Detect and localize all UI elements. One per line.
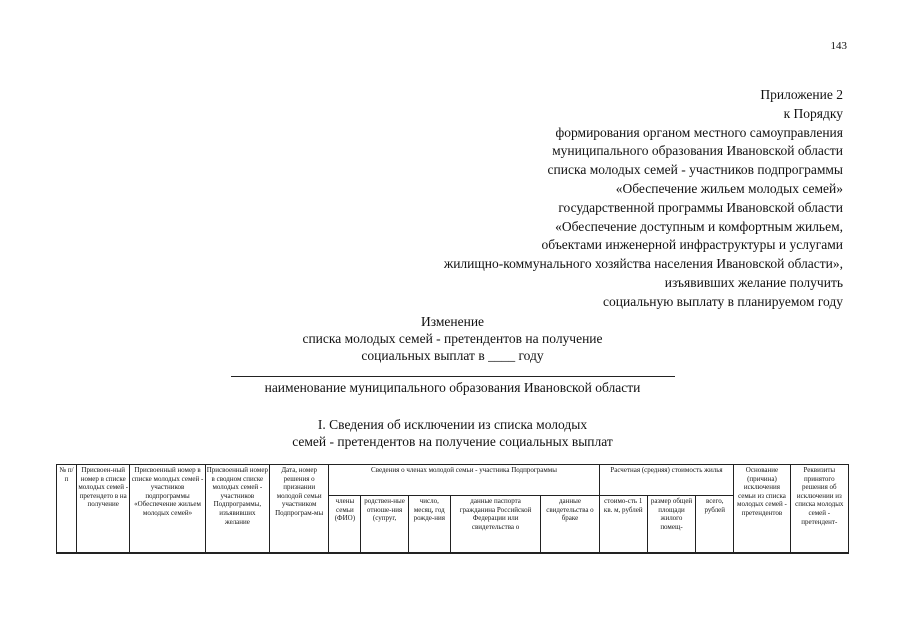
section-title-line: I. Сведения об исключении из списка молодых: [317, 417, 588, 432]
exclusion-table: [56, 464, 849, 553]
appendix-line: государственной программы Ивановской области: [558, 199, 843, 215]
document-heading: [0, 313, 905, 364]
appendix-line: «Обеспечение жильем молодых семей»: [615, 180, 843, 196]
col-header-exclusion-details: Реквизиты принятого решения об исключении из списка молодых семей - претендент-: [790, 465, 848, 553]
group-header-family-info: Сведения о членах молодой семьи - участника Подпрограммы: [329, 465, 599, 496]
col-header-number: № п/п: [57, 465, 77, 553]
subheader-total: всего, рублей: [696, 496, 734, 553]
subheader-birth-date: число, месяц, год рожде-ния: [408, 496, 450, 553]
municipality-caption: наименование муниципального образования Ивановской области: [264, 380, 641, 395]
heading-line: Изменение: [420, 314, 485, 329]
heading-line: социальных выплат в ____ году: [361, 348, 544, 363]
table-bottom-rule: [56, 553, 849, 554]
group-header-housing-cost: Расчетная (средняя) стоимость жилья: [599, 465, 734, 496]
col-header-consolidated-number: Присвоенный номер в сводном списке молодых семей - участников Подпрограммы, изъявивших желание: [205, 465, 269, 553]
appendix-line: списка молодых семей - участников подпрограммы: [547, 162, 843, 178]
page-number: 143: [830, 40, 847, 52]
appendix-line: социальную выплату в планируемом году: [603, 293, 843, 309]
subheader-area: размер общей площади жилого помещ-: [647, 496, 695, 553]
subheader-passport: данные паспорта гражданина Российской Федерации или свидетельства о: [450, 496, 540, 553]
appendix-header: [444, 86, 843, 312]
col-header-decision-date: Дата, номер решения о признании молодой семьи участником Подпрограм-мы: [270, 465, 329, 553]
appendix-line: Приложение 2: [760, 87, 843, 102]
subheader-marriage-certificate: данные свидетельства о браке: [541, 496, 599, 553]
appendix-line: формирования органом местного самоуправления: [555, 124, 843, 140]
municipality-blank-line: [231, 376, 675, 377]
subheader-members: члены семьи (ФИО): [329, 496, 361, 553]
appendix-line: жилищно-коммунального хозяйства населения Ивановской области»,: [443, 256, 843, 272]
heading-line: списка молодых семей - претендентов на получение: [302, 331, 603, 346]
col-header-exclusion-reason: Основание (причина) исключения семьи из списка молодых семей - претендентов: [734, 465, 790, 553]
section-title: [0, 416, 905, 450]
subheader-cost-per-m2: стоимо-сть 1 кв. м, рублей: [599, 496, 647, 553]
section-title-line: семей - претендентов на получение социальных выплат: [292, 434, 613, 449]
appendix-line: «Обеспечение доступным и комфортным жильем,: [555, 218, 843, 234]
appendix-line: изъявивших желание получить: [664, 274, 843, 290]
appendix-line: объектами инженерной инфраструктуры и услугами: [541, 237, 843, 253]
appendix-line: к Порядку: [783, 105, 843, 121]
subheader-relation: родствен-ные отноше-ния (супруг,: [361, 496, 408, 553]
appendix-line: муниципального образования Ивановской области: [552, 143, 843, 159]
col-header-assigned-number: Присвоен-ный номер в списке молодых семей - претендето в на получение: [77, 465, 130, 553]
col-header-subprogram-number: Присвоенный номер в списке молодых семей - участников подпрограммы «Обеспечение жильем молодых семей»: [130, 465, 205, 553]
